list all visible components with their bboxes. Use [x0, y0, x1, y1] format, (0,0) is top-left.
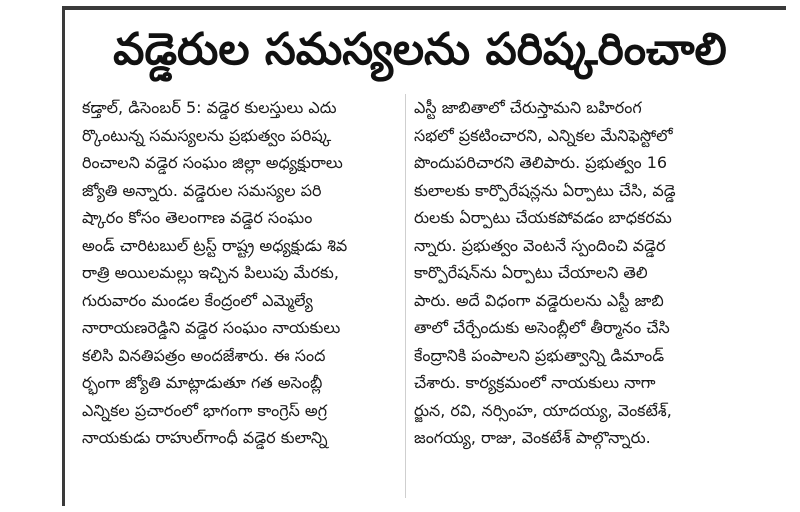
text-line: ఎస్టీ జాబితాలో చేరుస్తామని బహిరంగ: [414, 98, 642, 117]
text-line: రాత్రి అయిలమల్లు ఇచ్చిన పిలుపు మేరకు,: [82, 263, 339, 282]
text-line: కలిసి వినతిపత్రం అందజేశారు. ఈ సంద: [82, 345, 326, 365]
top-border-rule: [62, 6, 786, 10]
text-line: జంగయ్య, రాజు, వెంకటేశ్ పాల్గొన్నారు.: [414, 428, 651, 447]
text-line: కేంద్రానికి పంపాలని ప్రభుత్వాన్ని డిమాండ్: [414, 345, 665, 365]
text-line: సభలో ప్రకటించారని, ఎన్నికల మేనిఫెస్టోలో: [414, 125, 673, 145]
text-line: ర్కొంటున్న సమస్యలను ప్రభుత్వం పరిష్క: [82, 125, 332, 145]
article-headline: వడ్డెరుల సమస్యలను పరిష్కరించాలి: [113, 24, 727, 75]
article-column-right: [414, 94, 768, 498]
text-line: నాయకుడు రాహుల్‌గాంధీ వడ్డెర కులాన్ని: [82, 428, 328, 447]
text-line: చేశారు. కార్యక్రమంలో నాయకులు నాగా: [414, 373, 656, 392]
text-line: తాలో చేర్చేందుకు అసెంబ్లీలో తీర్మానం చేసి: [414, 318, 670, 337]
text-line: పారు. అదే విధంగా వడ్డెరులను ఎస్టీ జాబి: [414, 290, 664, 310]
text-line: గురువారం మండల కేంద్రంలో ఎమ్మెల్యే: [82, 290, 313, 310]
text-line: కార్పొరేషన్‌ను ఏర్పాటు చేయాలని తెలి: [414, 263, 648, 282]
text-line: ర్భంగా జ్యోతి మాట్లాడుతూ గత అసెంబ్లీ: [82, 373, 323, 392]
column-divider: [405, 94, 406, 498]
text-line: అండ్ చారిటబుల్ ట్రస్ట్ రాష్ట్ర అధ్యక్షుడు శివ: [82, 235, 348, 255]
text-line: కడ్తాల్, డిసెంబర్ 5: వడ్డెర కులస్తులు ఎదు: [82, 98, 337, 117]
text-line: కులాలకు కార్పొరేషన్లను ఏర్పాటు చేసి, వడ్డె: [414, 180, 676, 200]
text-line: రించాలని వడ్డెర సంఘం జిల్లా అధ్యక్షురాలు: [82, 153, 343, 172]
text-line: పొందుపరిచారని తెలిపారు. ప్రభుత్వం 16: [414, 153, 668, 172]
text-line: ఎన్నికల ప్రచారంలో భాగంగా కాంగ్రెస్ అగ్ర: [82, 400, 328, 420]
article-column-left: [82, 94, 400, 498]
left-border-rule: [62, 6, 65, 506]
text-line: న్నారు. ప్రభుత్వం వెంటనే స్పందించి వడ్డెర: [414, 235, 666, 255]
text-line: ష్కారం కోసం తెలంగాణ వడ్డెర సంఘం: [82, 208, 313, 227]
text-line: ర్జున, రవి, నర్సింహ, యాదయ్య, వెంకటేశ్,: [414, 400, 672, 420]
text-line: రులకు ఏర్పాటు చేయకపోవడం బాధకరమ: [414, 208, 672, 227]
text-line: జ్యోతి అన్నారు. వడ్డెరుల సమస్యల పరి: [82, 180, 322, 200]
text-line: నారాయణరెడ్డిని వడ్డెర సంఘం నాయకులు: [82, 318, 341, 337]
